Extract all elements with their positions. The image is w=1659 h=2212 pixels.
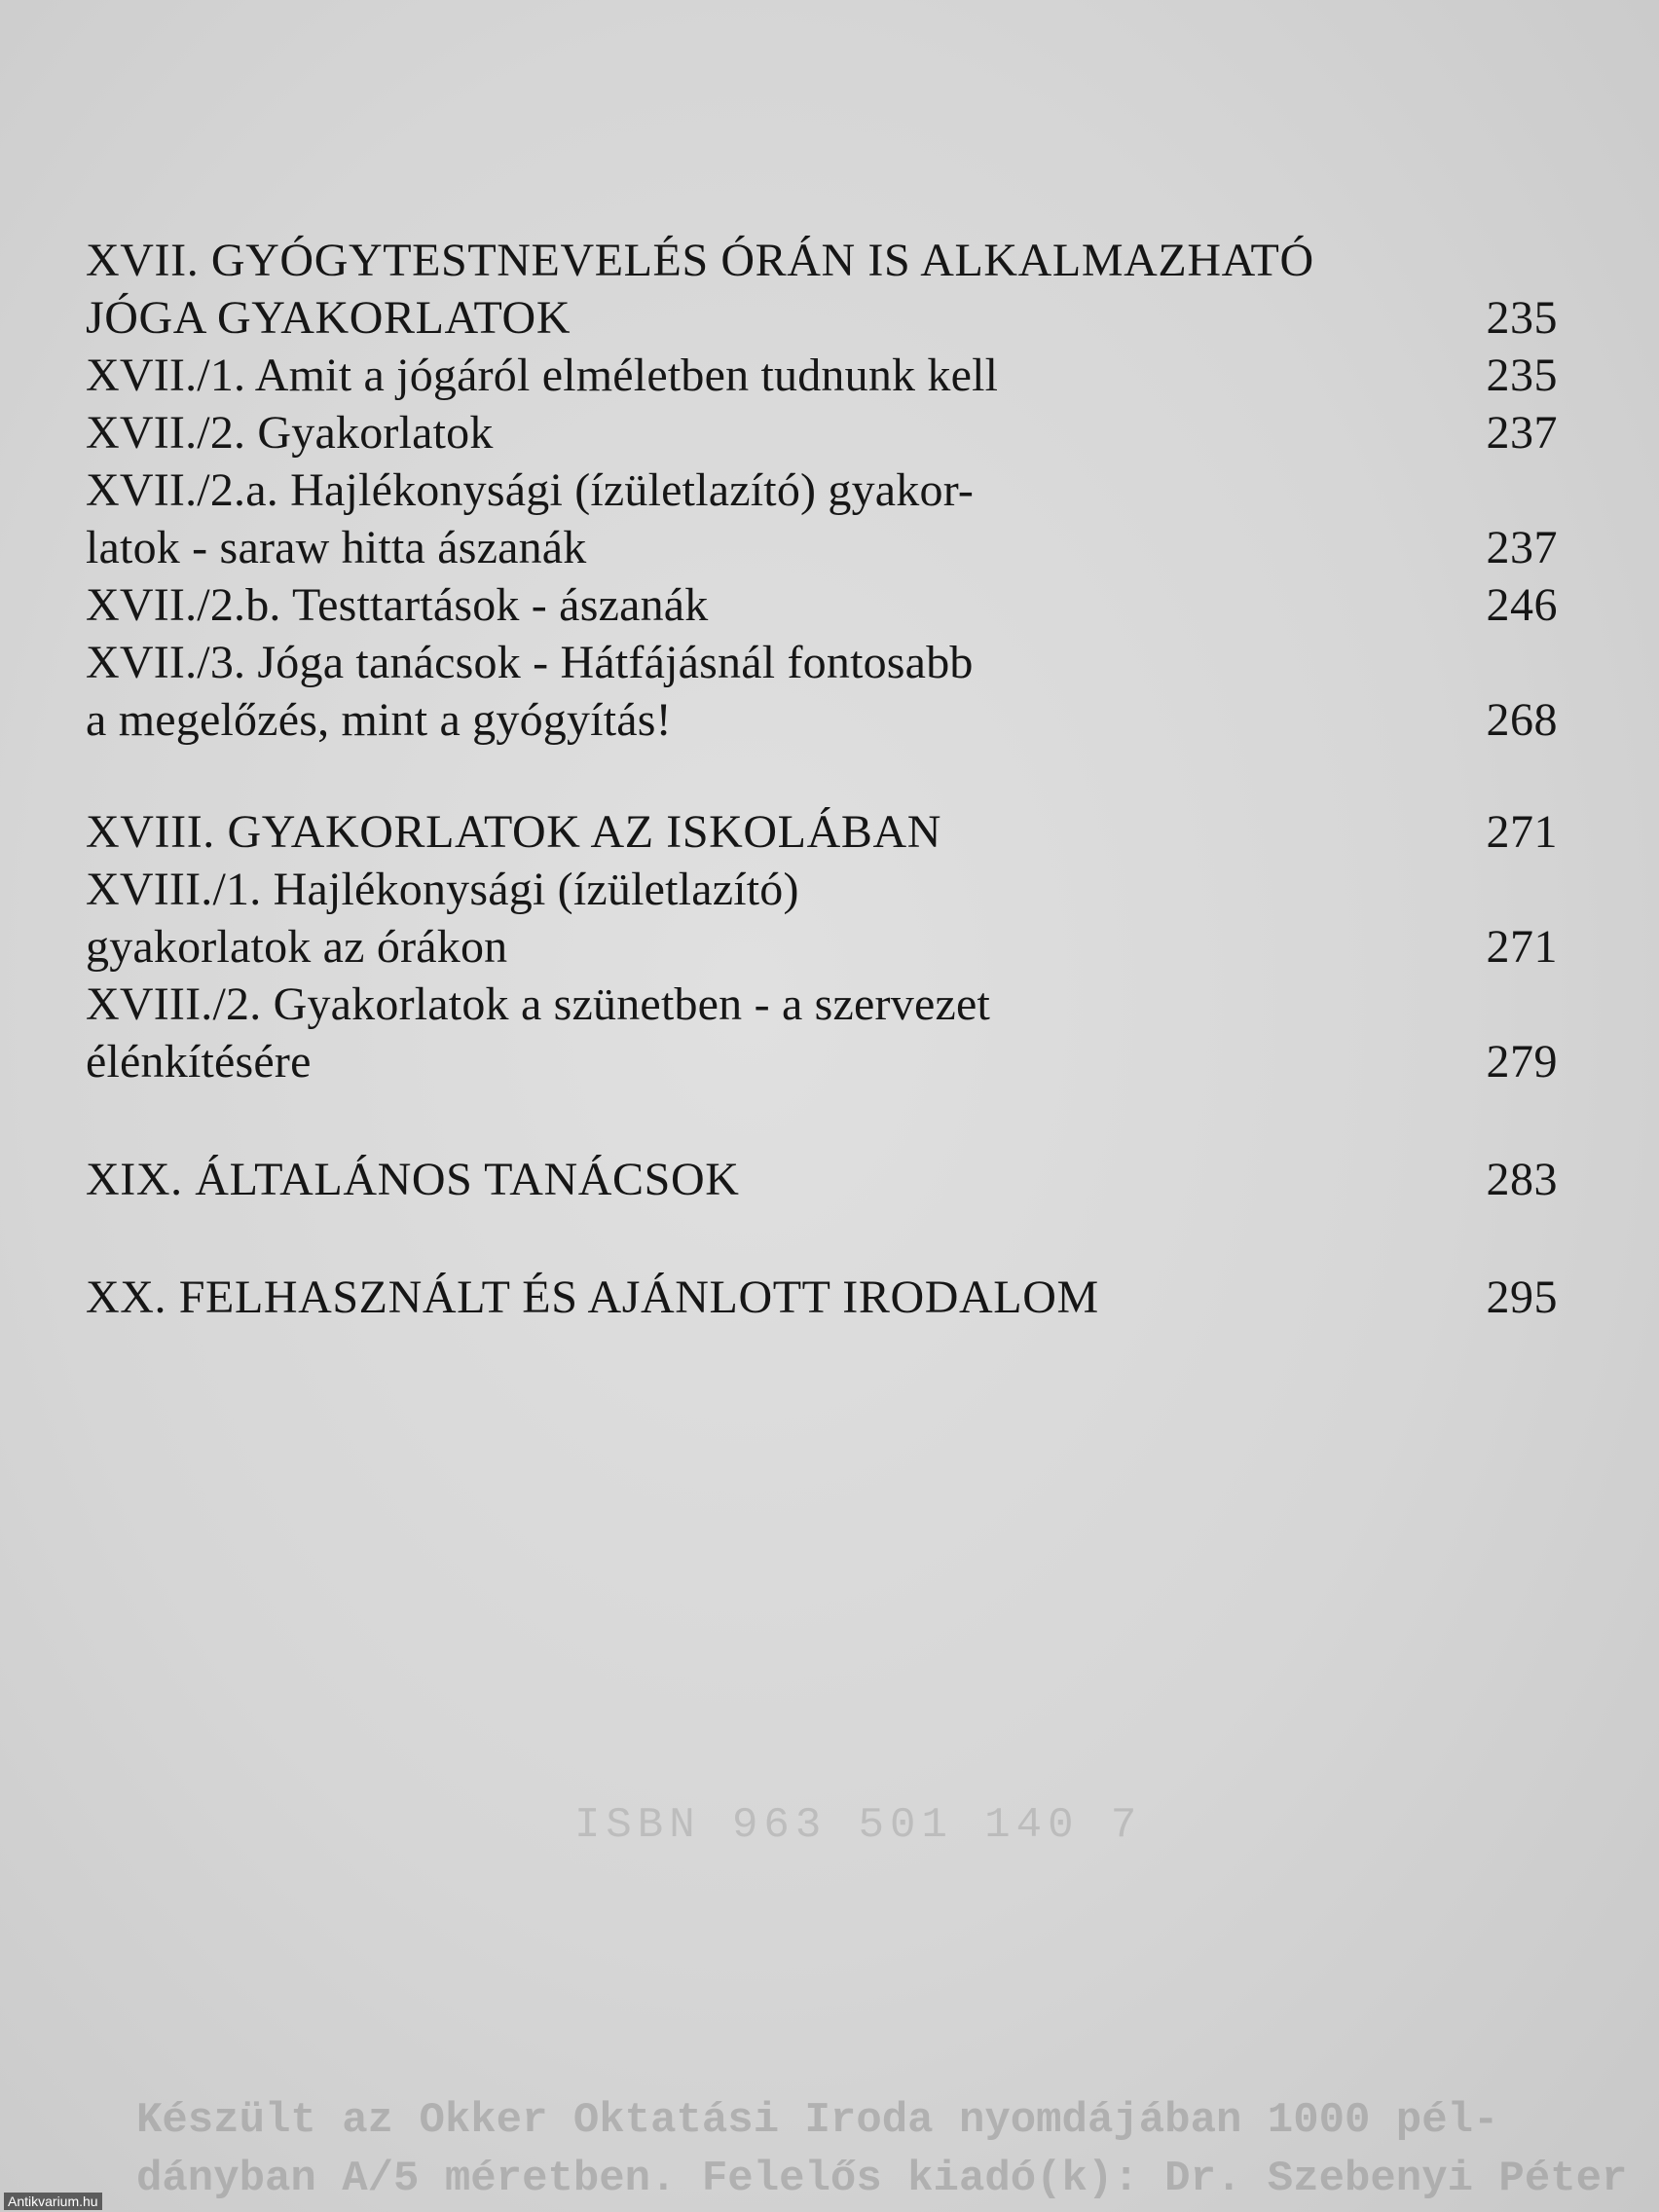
toc-section-xvii-2b [86, 576, 1558, 634]
toc-page-number: 271 [1486, 806, 1558, 858]
toc-entry-title: XIX. ÁLTALÁNOS TANÁCSOK [86, 1154, 740, 1205]
table-of-contents [86, 232, 1558, 1326]
toc-section-xviii-1 [86, 861, 1558, 976]
toc-page-number: 268 [1486, 694, 1558, 746]
toc-line [86, 461, 1558, 519]
toc-page-number: 246 [1486, 579, 1558, 631]
toc-line [86, 691, 1558, 749]
toc-page-number: 237 [1486, 407, 1558, 459]
toc-chapter-xix [86, 1151, 1558, 1208]
toc-page-number: 235 [1486, 350, 1558, 401]
toc-chapter-xvii [86, 232, 1558, 347]
toc-entry-title: XVII. GYÓGYTESTNEVELÉS ÓRÁN IS ALKALMAZHATÓ [86, 235, 1314, 286]
toc-page-number: 283 [1486, 1154, 1558, 1205]
toc-chapter-xx [86, 1269, 1558, 1326]
toc-page-number: 279 [1486, 1036, 1558, 1088]
toc-page-number: 295 [1486, 1272, 1558, 1323]
toc-section-xvii-2 [86, 404, 1558, 461]
colophon-line: dányban A/5 méretben. Felelős kiadó(k): Dr. Szebenyi Péter [136, 2155, 1628, 2203]
toc-line [86, 803, 1558, 861]
toc-line [86, 232, 1558, 289]
toc-line [86, 976, 1558, 1033]
toc-section-xvii-3 [86, 634, 1558, 749]
toc-line [86, 1151, 1558, 1208]
toc-entry-title: gyakorlatok az órákon [86, 921, 508, 973]
toc-line [86, 918, 1558, 976]
toc-chapter-xviii [86, 803, 1558, 861]
toc-page-number: 237 [1486, 522, 1558, 573]
toc-section-xvii-2a [86, 461, 1558, 576]
toc-entry-title: XVII./1. Amit a jógáról elméletben tudnunk kell [86, 350, 999, 401]
toc-line [86, 404, 1558, 461]
toc-line [86, 634, 1558, 691]
toc-entry-title: XVIII./2. Gyakorlatok a szünetben - a szervezet [86, 978, 990, 1030]
toc-entry-title: XVII./2.b. Testtartások - ászanák [86, 579, 709, 631]
watermark-label: Antikvarium.hu [4, 2193, 102, 2210]
toc-line [86, 347, 1558, 404]
toc-spacer [86, 1090, 1558, 1151]
toc-line [86, 861, 1558, 918]
toc-section-xviii-2 [86, 976, 1558, 1090]
toc-entry-title: élénkítésére [86, 1036, 312, 1088]
toc-line [86, 1033, 1558, 1090]
toc-spacer [86, 749, 1558, 803]
toc-entry-title: a megelőzés, mint a gyógyítás! [86, 694, 672, 746]
toc-entry-title: XVII./2.a. Hajlékonysági (ízületlazító) gyakor- [86, 464, 975, 516]
toc-entry-title: XVIII. GYAKORLATOK AZ ISKOLÁBAN [86, 806, 942, 858]
toc-entry-title: JÓGA GYAKORLATOK [86, 292, 571, 344]
toc-page-number: 235 [1486, 292, 1558, 344]
toc-line [86, 289, 1558, 347]
toc-line [86, 576, 1558, 634]
toc-page-number: 271 [1486, 921, 1558, 973]
toc-line [86, 519, 1558, 576]
toc-entry-title: XVII./2. Gyakorlatok [86, 407, 494, 459]
toc-entry-title: XVII./3. Jóga tanácsok - Hátfájásnál fontosabb [86, 637, 974, 688]
colophon-line: Készült az Okker Oktatási Iroda nyomdájában 1000 pél- [136, 2096, 1499, 2145]
toc-entry-title: XVIII./1. Hajlékonysági (ízületlazító) [86, 864, 799, 915]
isbn-show-through: ISBN 963 501 140 7 [574, 1801, 1143, 1850]
toc-spacer [86, 1208, 1558, 1269]
toc-entry-title: latok - saraw hitta ászanák [86, 522, 587, 573]
toc-section-xvii-1 [86, 347, 1558, 404]
toc-line [86, 1269, 1558, 1326]
toc-entry-title: XX. FELHASZNÁLT ÉS AJÁNLOTT IRODALOM [86, 1272, 1099, 1323]
colophon-show-through [136, 2091, 1628, 2208]
